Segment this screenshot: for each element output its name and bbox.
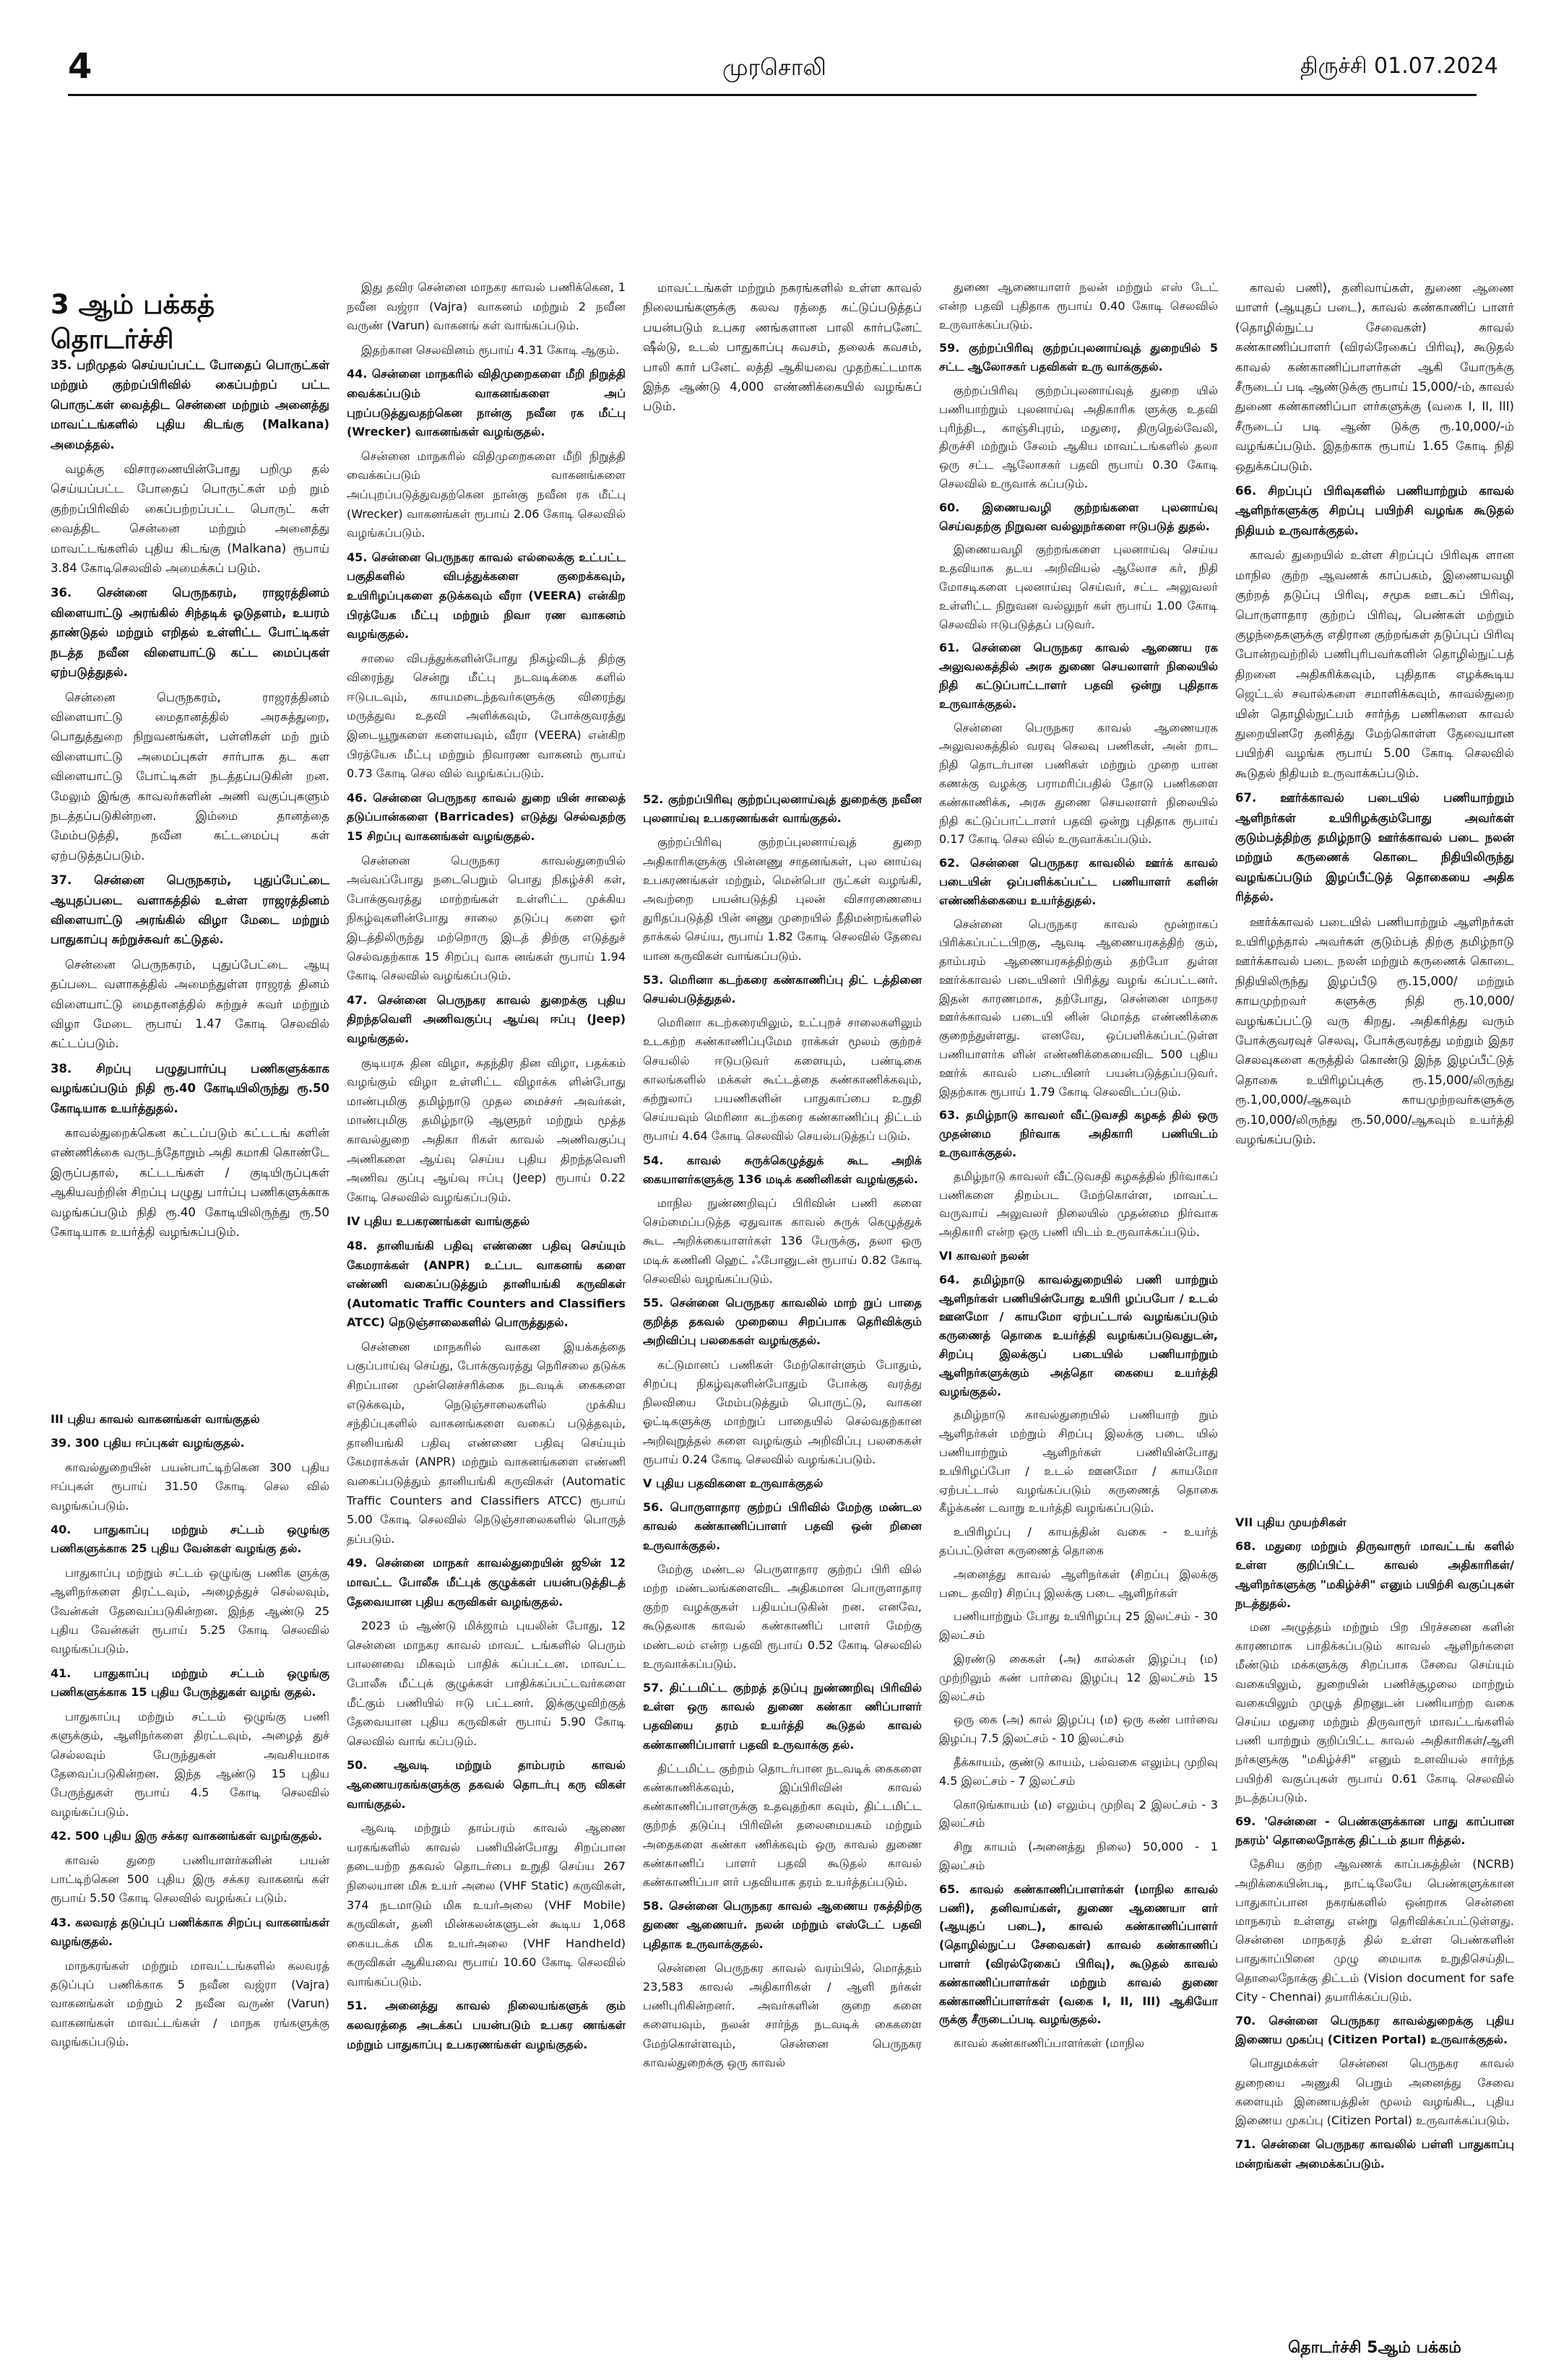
item-heading: 49. சென்னை மாநகர் காவல்துறையின் ஜூன் 12 மாவட்ட போலீசு மீட்புக் குழுக்கள் பயன்படுத்திடத் தேவையான புதிய கருவிகள் வழங்குதல். (347, 1556, 626, 1609)
paragraph: இதற்கான செலவினம் ரூபாய் 4.31 கோடி ஆகும். (361, 342, 620, 357)
item-heading: 39. 300 புதிய ஈப்புகள் வழங்குதல். (51, 1436, 245, 1450)
paragraph: அனைத்து காவல் ஆளிநர்கள் (சிறப்பு இலக்கு படை தவிர) சிறப்பு இலக்கு படை ஆளிநர்கள் (939, 1567, 1218, 1600)
paragraph: ஊர்க்காவல் படையில் பணியாற்றும் ஆளிநர்கள் உயிரிழந்தால் அவர்கள் குடும்பத் திற்கு தமிழ்நாடு ஊர்க்காவல் படை நலன் மற்றும் கருணைக் கொடை நிதியிலிருந்து இழப்பீடு ரூ.15,000/ மற்றும் காயமுற்றவர் களுக்கு நிதி ரூ.10,000/ வழங்கப்பட்டு வரு கிறது. அதிகரித்து வரும் போக்குவரவுச் செலவு, போக்குவரத்து மற்றும் இதர செலவுகளை கருத்தில் கொண்டு இந்த இழப்பீட்டுத் தொகை உயிரிழப்புக்கு ரூ.15,000/லிருந்து ரூ.1,00,000/ஆகவும் காயமுற்றவர்களுக்கு ரூ.10,000/லிருந்து ரூ.50,000/ஆகவும் உயர்த்தி வழங்கப்படும். (1235, 914, 1514, 1147)
item-heading: 67. ஊர்க்காவல் படையில் பணியாற்றும் ஆளிநர்கள் உயிரிழக்கும்போது அவர்கள் குடும்பத்திற்கு தமிழ்நாடு ஊர்க்காவல் படை நலன் மற்றும் கருணைக் கொடை நிதியிலிருந்து வழங்கப்படும் இழப்பீட்டுத் தொகையை அதிக ரித்தல். (1235, 791, 1514, 904)
item-heading: 53. மெரினா கடற்கரை கண்காணிப்பு திட் டத்தினை செயல்படுத்துதல். (643, 972, 922, 1006)
paragraph: காவல் துறை பணியாளர்களின் பயன் பாட்டிற்கென 500 புதிய இரு சக்கர வாகனங் கள் ரூபாய் 5.50 கோடி செலவில் வழங்கப் படும். (51, 1853, 329, 1905)
paragraph: மெரினா கடற்கரையிலும், உட்புறச் சாலைகளிலும் உடகற்ற கண்காணிப்புமேம ராக்கள் மூலம் குற்றச் செயலில் ஈடுபடுவர் களையும், பண்டிகை காலங்களில் மக்கள் கூட்டத்தை கண்காணிக்கவும், சுற்றுலாப் பயணிகளின் பாதுகாப்பை உறுதி செய்யவும் மெரினா கடற்கரை கண்காணிப்பு திட்டம் ரூபாய் 4.64 கோடி செலவில் செயல்படுத்தப் படும். (643, 1016, 922, 1143)
item-heading: 43. கலவரத் தடுப்புப் பணிக்காக சிறப்பு வாகனங்கள் வழங்குதல். (51, 1915, 329, 1949)
paragraph: கொடுங்காயம் (ம) எலும்பு முறிவு 2 இலட்சம் - 3 இலட்சம் (939, 1797, 1218, 1830)
item-heading: 54. காவல் சுருக்கெழுத்துக் கூட அறிக் கையாளர்களுக்கு 136 மடிக் கணினிகள் வழங்குதல். (643, 1153, 922, 1186)
item-heading: 56. பொருளாதார குற்றப் பிரிவில் மேற்கு மண்டல காவல் கண்காணிப்பாளர் பதவி ஒன் றினை உருவாக்குதல். (643, 1500, 922, 1552)
paragraph: தமிழ்நாடு காவல்துறையில் பணியாற் றும் ஆளிநர்கள் மற்றும் சிறப்பு இலக்கு படை யில் பணியாற்றும் ஆளிநர்கள் பணியின்போது உயிரிழப்போ / உடல் ஊனமோ / காயமோ ஏற்பட்டால் வழங்கப்படும் கருணைத் தொகை கீழ்க்கண் டவாறு உயர்த்தி வழங்கப்படும். (939, 1408, 1218, 1515)
item-heading: 46. சென்னை பெருநகர காவல் துறை யின் சாலைத் தடுப்பான்களை (Barricades) எடுத்து செல்வதற்கு 15 சிறப்பு வாகனங்கள் வழங்குதல். (347, 790, 626, 844)
item-heading: 55. சென்னை பெருநகர காவலில் மாற் றுப் பாதை குறித்த தகவல் முறையை சிறப்பாக தெரிவிக்கும் அறிவிப்பு பலகைகள் வழங்குதல். (643, 1296, 922, 1348)
paragraph: மன அழுத்தம் மற்றும் பிற பிரச்சனை களின் காரணமாக பாதிக்கப்படும் காவல் ஆளிநர்களை மீண்டும் மக்களுக்கு சிறப்பாக சேவை செய்யும் வகையிலும், துறையின் பணிச்சூழலை மாற்றும் வகையிலும் முழுத் திறனுடன் பணியாற்ற வகை செய்ய மதுரை மற்றும் திருவாரூர் மாவட்டங்களில் பணி யாற்றும் குறிப்பிட்ட காவல் அதிகாரிகள்/ஆளி நர்களுக்கு "மகிழ்ச்சி" எனும் உளவியல் சார்ந்த பயிற்சி வகுப்புகள் ரூபாய் 0.61 கோடி செலவில் நடத்தப்படும். (1235, 1620, 1514, 1804)
item-heading: 40. பாதுகாப்பு மற்றும் சட்டம் ஒழுங்கு பணிகளுக்காக 25 புதிய வேன்கள் வழங்கு தல். (51, 1523, 329, 1556)
item-heading: 64. தமிழ்நாடு காவல்துறையில் பணி யாற்றும் ஆளிநர்கள் பணியின்போது உயிரி ழப்பபோ / உடல் ஊனமோ / காயமோ ஏற்பட்டால் வழங்கப்படும் கருணைத் தொகை உயர்த்தி வழங்கப்படுவதுடன், சிறப்பு இலக்குப் படையில் பணியாற்றும் ஆளிநர்களுக்கும் அத்தொ கையை உயர்த்தி வழங்குதல். (939, 1272, 1218, 1398)
paragraph: தேசிய குற்ற ஆவணக் காப்பகத்தின் (NCRB) அறிக்கையின்படி, நாட்டிலேயே பெண்களுக்கான பாதுகாப்பான நகரங்களில் ஒன்றாக சென்னை மாநகரம் உள்ளது என்று தெரிவிக்கப்பட்டுள்ளது. சென்னை மாநகரத் தில் உள்ள பெண்களின் பாதுகாப்பினை முழு மையாக உறுதிசெய்திட தொலைநோக்கு திட்டம் (Vision document for safe City - Chennai) தயாரிக்கப்படும். (1235, 1857, 1514, 2004)
item-heading: 51. அனைத்து காவல் நிலையங்களுக் கும் கலவரத்தை அடக்கப் பயன்படும் உபகர ணங்கள் மற்றும் பாதுகாப்பு உபகரணங்கள் வழங்குதல். (347, 1999, 626, 2051)
paragraph: காவல் கண்காணிப்பாளர்கள் (மாநில (954, 2036, 1144, 2051)
paragraph: சென்னை பெருநகர காவல் வரம்பில், மொத்தம் 23,583 காவல் அதிகாரிகள் / ஆளி நர்கள் பணிபுரிகின்றனர். அவர்களின் குறை களை களையவும், நலன் சார்ந்த நடவடிக் கைகளை மேற்கொள்ளவும், சென்னை பெருநகர காவல்துறைக்கு ஒரு காவல் (643, 1960, 922, 2069)
paragraph: குற்றப்பிரிவு குற்றப்புலனாய்வுத் துறை அதிகாரிகளுக்கு பின்னணு சாதனங்கள், புல னாய்வு உபகரணங்கள் மற்றும், மென்பொ ருட்கள் வழங்கி, அவற்றை பயன்படுத்தி புலன் விசாரணையை துரிதப்படுத்தி பின் னணு முறையில் நீதிமன்றங்களில் தாக்கல் செய்ய, ரூபாய் 1.82 கோடி செலவில் தேவை யான கருவிகள் வாங்கப்படும். (643, 835, 922, 963)
item-heading: 58. சென்னை பெருநகர காவல் ஆணைய ரகத்திற்கு துணை ஆணையர். நலன் மற்றும் எஸ்டேட் பதவி புதிதாக உருவாக்குதல். (643, 1899, 922, 1951)
paragraph: இது தவிர சென்னை மாநகர காவல் பணிக்கென, 1 நவீன வஜ்ரா (Vajra) வாகனம் மற்றும் 2 நவீன வருண் (Varun) வாகனங் கள் வாங்கப்படும். (347, 280, 626, 333)
continued-title: 3 ஆம் பக்கத் தொடர்ச்சி (51, 289, 215, 355)
item-heading: 68. மதுரை மற்றும் திருவாரூர் மாவட்டங் களில் உள்ள குறிப்பிட்ட காவல் அதிகாரிகள்/ ஆளிநர்களுக்கு "மகிழ்ச்சி" எனும் பயிற்சி வகுப்புகள் நடத்துதல். (1235, 1539, 1514, 1610)
paragraph: சென்னை பெருநகரம், புதுப்பேட்டை ஆயு தப்படை வளாகத்தில் அமைந்துள்ள ராஜரத் தினம் விளையாட்டு மைதானத்தில் சுற்றுச் சுவர் மற்றும் விழா மேடை ரூபாய் 1.47 கோடி செலவில் கட்டப்படும். (51, 957, 329, 1051)
item-heading: 57. திட்டமிட்ட குற்றத் தடுப்பு நுண்ணறிவு பிரிவில் உள்ள ஒரு காவல் துணை கண்கா ணிப்பாளர் பதவியை தரம் உயர்த்தி கூடுதல் காவல் கண்காணிப்பாளர் பதவி உருவாக்கு தல். (643, 1680, 922, 1752)
item-heading: 60. இணையவழி குற்றங்களை புலனாய்வு செய்வதற்கு நிறுவன வல்லுநர்களை ஈடுபடுத் துதல். (939, 500, 1218, 533)
section-heading: VII புதிய முயற்சிகள் (1235, 1515, 1347, 1529)
paragraph: மாவட்டங்கள் மற்றும் நகரங்களில் உள்ள காவல் நிலையங்களுக்கு கலவ ரத்தை கட்டுப்படுத்தப் பயன்படும் உபகர ணங்களான பாலி கார்பனேட் ஷீல்டு, உடல் பாதுகாப்பு கவசம், தலைக் கவசம், பாலி கார் பனேட் லத்தி ஆகியவை முதற்கட்டமாக இந்த ஆண்டு 4,000 எண்ணிக்கையில் வழங்கப் படும். (643, 281, 922, 414)
paragraph: 2023 ம் ஆண்டு மிக்ஜாம் புயலின் போது, 12 சென்னை மாநகர காவல் மாவட் டங்களில் பெரும் பாலனவை மிகவும் பாதிக் கப்பட்டன. மாவட்ட போலீசு மீட்புக் குழுக்கள் பாதிக்கப்பட்டவர்களை மீட்கும் பணியில் ஈடு பட்டனர். இக்குழுவிற்குத் தேவையான புதிய கருவிகள் ரூபாய் 5.90 கோடி செலவில் வாங் கப்படும். (347, 1619, 626, 1748)
column-3-top (643, 278, 922, 422)
item-heading: 47. சென்னை பெருநகர காவல் துறைக்கு புதிய திறந்தவெளி அணிவகுப்பு ஆய்வு ஈப்பு (Jeep) வழங்குதல். (347, 992, 626, 1045)
item-heading: 66. சிறப்புப் பிரிவுகளில் பணியாற்றும் காவல் ஆளிநர்களுக்கு சிறப்பு பயிற்சி வழங்க கூடுதல் நிதியம் உருவாக்குதல். (1235, 484, 1514, 537)
newspaper-name: முரசொலி (722, 53, 826, 81)
item-heading: 50. ஆவடி மற்றும் தாம்பரம் காவல் ஆணையரகங்களுக்கு தகவல் தொடர்பு கரு விகள் வாங்குதல். (347, 1758, 626, 1811)
item-heading: 45. சென்னை பெருநகர காவல் எல்லைக்கு உட்பட்ட பகுதிகளில் விபத்துக்களை குறைக்கவும், உயிரிழப்புகளை தடுக்கவும் வீரா (VEERA) என்கிற பிரத்யேக மீட்பு மற்றும் நிவா ரண வாகனம் வழங்குதல். (347, 550, 626, 641)
column-5-bottom (1235, 1513, 1514, 2178)
paragraph: சாலை விபத்துக்களின்போது நிகழ்விடத் திற்கு விரைந்து சென்று மீட்பு நடவடிக்கை களில் ஈடுபடவும், காயமடைந்தவர்களுக்கு விரைந்து மருத்துவ உதவி அளிக்கவும், போக்குவரத்து இடையூறுகளை களையவும், வீரா (VEERA) என்கிற பிரத்யேக மீட்பு மற்றும் நிவாரண வாகனம் ரூபாய் 0.73 கோடி செல வில் வழங்கப்படும். (347, 651, 626, 781)
item-heading: 59. குற்றப்பிரிவு குற்றப்புலனாய்வுத் துறையில் 5 சட்ட ஆலோசகர் பதவிகள் உரு வாக்குதல். (939, 341, 1218, 374)
column-3-bottom (643, 790, 922, 2077)
paragraph: பொதுமக்கள் சென்னை பெருநகர காவல் துறையை அணுகி பெறும் அனைத்து சேவை களையும் இணையத்தின் மூலம் வழங்கிட, புதிய இணைய முகப்பு (Citizen Portal) உருவாக்கப்படும். (1235, 2056, 1514, 2128)
item-heading: 71. சென்னை பெருநகர காவலில் பள்ளி பாதுகாப்பு மன்றங்கள் அமைக்கப்படும். (1235, 2137, 1514, 2171)
item-heading: 41. பாதுகாப்பு மற்றும் சட்டம் ஒழுங்கு பணிகளுக்காக 15 புதிய பேருந்துகள் வழங் குதல். (51, 1666, 329, 1700)
paragraph: ஆவடி மற்றும் தாம்பரம் காவல் ஆணை யரகங்களில் காவல் பணியின்போது சிறப்பான தடையற்ற தகவல் தொடர்பை உறுதி செய்ய 267 நிலையான மிக உயர் அலை (VHF Static) கருவிகள், 374 நடமாடும் மிக உயர்அலை (VHF Mobile) கருவிகள், தனி மின்கலன்களுடன் கூடிய 1,068 கையடக்க மிக உயர்அலை (VHF Handheld) கருவிகள் ஆகியவை ரூபாய் 10.60 கோடி செலவில் வாங்கப்படும். (347, 1821, 626, 1989)
paragraph: பாதுகாப்பு மற்றும் சட்டம் ஒழுங்கு பணிக ளுக்கு ஆளிநர்களை திரட்டவும், அழைத்துச் செல்லவும், வேன்கள் தேவைப்படுகின்றன. இந்த ஆண்டு 25 புதிய வேன்கள் ரூபாய் 5.25 கோடி செலவில் வழங்கப்படும். (51, 1565, 329, 1656)
column-1-bottom (51, 1410, 329, 2057)
item-heading: 52. குற்றப்பிரிவு குற்றப்புலனாய்வுத் துறைக்கு நவீன புலனாய்வு உபகரணங்கள் வாங்குதல். (643, 792, 922, 826)
paragraph: சென்னை மாநகரில் விதிமுறைகளை மீறி நிறுத்தி வைக்கப்படும் வாகனங்களை அப்புறப்படுத்துவதற்கென நான்கு நவீன ரக மீட்பு (Wrecker) வாகனங்கள் ரூபாய் 2.06 கோடி செலவில் வழங்கப்படும். (347, 449, 626, 540)
paragraph: தமிழ்நாடு காவலர் வீட்டுவசதி கழகத்தில் நிர்வாகப் பணிகளை திறம்பட மேற்கொள்ள, மாவட்ட வருவாய் அலுவலர் நிலையில் முதன்மை நிர்வாக அதிகாரி என்ற ஒரு பணி யிடம் உருவாக்கப்படும். (939, 1169, 1218, 1239)
column-5-top (1235, 278, 1514, 1154)
item-heading: 69. 'சென்னை - பெண்களுக்கான பாது காப்பான நகரம்' தொலைநோக்கு திட்டம் தயா ரித்தல். (1235, 1814, 1514, 1848)
column-1-top (51, 355, 329, 1247)
paragraph: மாநகரங்கள் மற்றும் மாவட்டங்களில் கலவரத் தடுப்புப் பணிக்காக 5 நவீன வஜ்ரா (Vajra) வாகனங்கள் மற்றும் 2 நவீன வருண் (Varun) வாகனங்கள் மாவட்டங்கள் / மாநக ரங்களுக்கு வழங்கப்படும். (51, 1958, 329, 2049)
section-heading: III புதிய காவல் வாகனங்கள் வாங்குதல் (51, 1412, 260, 1426)
page-number: 4 (68, 46, 92, 87)
section-heading: VI காவலர் நலன் (939, 1249, 1029, 1263)
paragraph: திட்டமிட்ட குற்றம் தொடர்பான நடவடிக் கைகளை கண்காணிக்கவும், இப்பிரிவின் காவல் கண்காணிப்பாளருக்கு உதவுதற்கா கவும், திட்டமிட்ட குற்றத் தடுப்பு பிரிவின் தலைமையகம் மற்றும் அதைகளை கண்கா ணிக்கவும் ஒரு காவல் துணை கண்காணிப் பாளர் பதவி கூடுதல் காவல் கண்காணிப்பா ளர் பதவியாக தரம் உயர்த்தப்படும். (643, 1761, 922, 1889)
paragraph: சென்னை பெருநகர காவல் ஆணையரக அலுவலகத்தில் வரவு செலவு பணிகள், அன் றாட நிதி தொடர்பான பணிகள் மற்றும் முறை யான கணக்கு வழக்கு பராமரிப்பதில் தோடு பணிகளை கண்காணிக்க, அரசு துணை செயலாளர் நிலையில் நிதி கட்டுப்பாட்டாளர் பதவி ஒன்று புதிதாக ரூபாய் 0.17 கோடி செல வில் உருவாக்கப்படும். (939, 720, 1218, 847)
paragraph: பணியாற்றும் போது உயிரிழப்பு 25 இலட்சம் - 30 இலட்சம் (939, 1609, 1218, 1643)
paragraph: மேற்கு மண்டல பெருளாதார குற்றப் பிரி வில் மற்ற மண்டலங்களைவிட அதிகமான பொருளாதார குற்ற வழக்குகள் பதியப்படுகின் றன. எனவே, கூடுதலாக காவல் கண்காணிப் பாளர் மேற்கு மண்டலம் என்ற பதவி ரூபாய் 0.52 கோடி செலவில் உருவாக்கப்படும். (643, 1562, 922, 1671)
paragraph: துணை ஆணையாளர் நலன் மற்றும் எஸ் டேட் என்ற பதவி புதிதாக ரூபாய் 0.40 கோடி செலவில் உருவாக்கப்படும். (939, 280, 1218, 332)
item-heading: 61. சென்னை பெருநகர காவல் ஆணைய ரக அலுவலகத்தில் அரசு துணை செயலாளர் நிலையில் நிதி கட்டுப்பாட்டாளர் பதவி ஒன்று புதிதாக உருவாக்குதல். (939, 641, 1218, 711)
item-heading: 62. சென்னை பெருநகர காவலில் ஊர்க் காவல் படையின் ஒப்பளிக்கப்பட்ட பணியாளர் களின் எண்ணிக்கையை உயர்த்துதல். (939, 856, 1218, 907)
paragraph: காவல்துறைக்கென கட்டப்படும் கட்டடங் களின் எண்ணிக்கை வருடந்தோறும் அதி கமாகி கொண்டே இருப்பதால், கட்டடங்கள் / குடியிருப்புகள் ஆகியவற்றின் சிறப்பு பழுது பார்ப்பு பணிகளுக்காக வழங்கப்படும் நிதி ரூ.40 கோடியிலிருந்து ரூ.50 கோடியாக உயர்த்தி வழங்கப்படும். (51, 1126, 329, 1239)
item-heading: 37. சென்னை பெருநகரம், புதுப்பேட்டை ஆயுதப்படை வளாகத்தில் உள்ள ராஜரத்தினம் விளையாட்டு அரங்கில் விழா மேடை மற்றும் பாதுகாப்பு சுற்றுச்சுவர் கட்டுதல். (51, 873, 329, 947)
paragraph: பாதுகாப்பு மற்றும் சட்டம் ஒழுங்கு பணி களுக்கும், ஆளிநர்களை திரட்டவும், அழைத் துச் செல்லவும் பேருந்துகள் அவசியமாக தேவைப்படுகின்றன. இந்த ஆண்டு 15 புதிய பேருந்துகள் ரூபாய் 4.5 கோடி செலவில் வழங்கப்படும். (51, 1709, 329, 1819)
column-2 (347, 278, 626, 2059)
paragraph: உயிரிழப்பு / காயத்தின் வகை - உயர்த் தப்பட்டுள்ள கருணைத் தொகை (939, 1525, 1218, 1557)
item-heading: 42. 500 புதிய இரு சக்கர வாகனங்கள் வழங்குதல். (51, 1829, 323, 1843)
paragraph: கட்டுமானப் பணிகள் மேற்கொள்ளும் போதும், சிறப்பு நிகழ்வுகளின்போதும் போக்கு வரத்து நிலவியை மேம்படுத்தும் பொருட்டு, வாகன ஓட்டிகளுக்கு மாற்றுப் பாதையில் செல்வதற்கான அறிவுறுத்தல் களை வழங்கும் அறிவிப்பு பலகைகள் ரூபாய் 0.24 கோடி செலவில் வழங்கப்படும். (643, 1357, 922, 1466)
paragraph: காவல் துறையில் உள்ள சிறப்புப் பிரிவுக ளான மாநில குற்ற ஆவணக் காப்பகம், இணையவழி குற்றத் தடுப்பு பிரிவு, சமூக ஊடகப் பிரிவு, பொருளாதார குற்றப் பிரிவு, பெண்கள் மற்றும் குழந்தைகளுக்கு எதிரான குற்றங்கள் தடுப்புப் பிரிவு போன்றவற்றில் பணிபுரிபவர்களின் தொழில்நுட்பத் திறனை அதிகரிக்கவும், புதிதாக எழக்கூடிய ஜெட்டல் சவால்களை சமாளிக்கவும், காவல்துறை யின் தொழில்நுட்பம் சார்ந்த பணிகளை காவல் துறையினரே தனித்து மேற்கொள்ள தேவையான பயிற்சி வழங்க ரூபாய் 5.00 கோடி செலவில் கூடுதல் நிதியம் உருவாக்கப்படும். (1235, 548, 1514, 780)
item-heading: 63. தமிழ்நாடு காவலர் வீட்டுவசதி கழகத் தில் ஒரு முதன்மை நிர்வாக அதிகாரி பணியிடம் உருவாக்குதல். (939, 1108, 1218, 1160)
paragraph: சிறு காயம் (அனைத்து நிலை) 50,000 - 1 இலட்சம் (939, 1840, 1218, 1872)
paragraph: குற்றப்பிரிவு குற்றப்புலனாய்வுத் துறை யில் பணியாற்றும் புலனாய்வு அதிகாரிக ளுக்கு உதவி புரிந்திட, காஞ்சிபுரம், மதுரை, திருநெல்வேலி, திருச்சி மற்றும் சேலம் ஆகிய மாவட்டங்களில் தலா ஒரு சட்ட ஆலோசகர் பதவி ரூபாய் 0.30 கோடி செலவில் உருவாக் கப்படும். (939, 383, 1218, 490)
paragraph: இணையவழி குற்றங்களை புலனாய்வு செய்ய உதவியாக தடய அறிவியல் ஆலோச கர், நிதி மோசடிகளை புலனாய்வு செய்வர், சட்ட அலுவலர் உள்ளிட்ட நிறுவன வல்லுநர் கள் ரூபாய் 1.00 கோடி செலவில் ஈடுபடுத்தப் படுவர். (939, 542, 1218, 631)
paragraph: சென்னை மாநகரில் வாகன இயக்கத்தை பகுப்பாய்வு செய்து, போக்குவரத்து நெரிசலை தடுக்க சிறப்பான முன்னெச்சரிக்கை நடவடிக் கைகளை எடுக்கவும், நெடுஞ்சாலைகளில் முக்கிய சந்திப்புகளில் வாகனங்களை வகைப் படுத்தவும், தானியங்கி பதிவு எண்ணை பதிவு செய்யும் கேமராக்கள் (ANPR) மற்றும் வாகனங்களை எண்ணி வகைப்படுத்தும் தானியங்கி கருவிகள் (Automatic Traffic Counters and Classifiers ATCC) ரூபாய் 5.00 கோடி செலவில் நெடுஞ்சாலைகளில் பொருத் தப்படும். (347, 1339, 626, 1546)
item-heading: 70. சென்னை பெருநகர காவல்துறைக்கு புதிய இணைய முகப்பு (Citizen Portal) உருவாக்குதல். (1235, 2014, 1514, 2047)
paragraph: தீக்காயம், குண்டு காயம், பல்வகை எலும்பு முறிவு 4.5 இலட்சம் - 7 இலட்சம் (939, 1754, 1218, 1788)
dateline: திருச்சி 01.07.2024 (1300, 53, 1498, 79)
paragraph: சென்னை பெருநகர காவல் மூன்றாகப் பிரிக்கப்பட்டபிறகு, ஆவடி ஆணையரகத்திற் கும், தாம்பரம் ஆணையரகத்திற்கும் தற்போ துள்ள ஊர்க்காவல் படையினர் பிரித்து வழங் கப்பட்டனர். இதன் காரணமாக, தற்போது, சென்னை மாநகர ஊர்க்காவல் படையி னின் மொத்த எண்ணிக்கை குறைந்துள்ளது. எனவே, ஒப்பளிக்கப்பட்டுள்ள பணியாளர்க ளின் எண்ணிக்கையைவிட 500 புதிய ஊர்க் காவல் படையினர் பயன்படுத்தப்படுவர். இதற்காக ரூபாய் 1.79 கோடி செலவிடப்படும். (939, 917, 1218, 1099)
item-heading: 36. சென்னை பெருநகரம், ராஜரத்தினம் விளையாட்டு அரங்கில் சிந்தடிக் ஓடுதளம், உயரம் தாண்டுதல் மற்றும் எறிதல் உள்ளிட்ட போட்டிகள் நடத்த நவீன விளையாட்டு கட்ட மைப்புகள் ஏற்படுத்துதல். (51, 586, 329, 680)
item-heading: 48. தானியங்கி பதிவு எண்ணை பதிவு செய்யும் கேமராக்கள் (ANPR) உட்பட வாகனங் களை எண்ணி வகைப்படுத்தும் தானியங்கி கருவிகள் (Automatic Traffic Counters and Classifiers ATCC) நெடுஞ்சாலைகளில் பொருத்துதல். (347, 1238, 626, 1330)
paragraph: காவல்துறையின் பயன்பாட்டிற்கென 300 புதிய ஈப்புகள் ரூபாய் 31.50 கோடி செல வில் வழங்கப்படும். (51, 1460, 329, 1513)
paragraph: காவல் பணி), தனிவாய்கள், துணை ஆணை யாளர் (ஆயுதப் படை), காவல் கண்காணிப் பாளர் (தொழில்நுட்ப சேவைகள்) காவல் கண்காணிப்பாளர் (விரல்ரேகைப் பிரிவு), கூடுதல் காவல் கண்காணிப்பாளர்கள் ஆகி யோருக்கு சீருடைப் படி ஆண்டுக்கு ரூபாய் 15,000/-ம், காவல் துணை கண்காணிப்பா ளர்களுக்கு (வகை I, II, III) சீருடைப் படி ஆண் டுக்கு ரூ.10,000/-ம் வழங்கப்படும். இதற்காக ரூபாய் 1.65 கோடி நிதி ஒதுக்கப்படும். (1235, 281, 1514, 473)
paragraph: சென்னை பெருநகர காவல்துறையில் அவ்வப்போது நடைபெறும் பொது நிகழ்ச்சி கள், போக்குவரத்து மாற்றங்கள் உள்ளிட்ட முக்கிய நிகழ்வுகளின்போது சாலை தடுப்பு களை ஓர் இடத்திலிருந்து மற்றொரு இடத் திற்கு எடுத்துச் செல்வதற்காக 15 சிறப்பு வாக னங்கள் ரூபாய் 1.94 கோடி செலவில் வழங்கப்படும். (347, 853, 626, 983)
item-heading: 38. சிறப்பு பழுதுபார்ப்பு பணிகளுக்காக வழங்கப்படும் நிதி ரூ.40 கோடியிலிருந்து ரூ.50 கோடியாக உயர்த்துதல். (51, 1061, 329, 1115)
item-heading: 44. சென்னை மாநகரில் விதிமுறைகளை மீறி நிறுத்தி வைக்கப்படும் வாகனங்களை அப் புறப்படுத்துவதற்கென நான்கு நவீன ரக மீட்பு (Wrecker) வாகனங்கள் வழங்குதல். (347, 367, 626, 439)
paragraph: மாநில நுண்ணறிவுப் பிரிவின் பணி களை செம்மைப்படுத்த ஏதுவாக காவல் சுருக் கெழுத்துக் கூட அறிக்கையாளர்கள் 136 பேருக்கு, தலா ஒரு மடிக் கணினி ஹெட் ஃபோனுடன் ரூபாய் 0.82 கோடி செலவில் வழங்கப்படும். (643, 1196, 922, 1286)
item-heading: 65. காவல் கண்காணிப்பாளர்கள் (மாநில காவல் பணி), தனிவாய்கள், துணை ஆணையா ளர் (ஆயுதப் படை), காவல் கண்காணிப்பாளர் (தொழில்நுட்ப சேவைகள்) காவல் கண்காணிப் பாளர் (விரல்ரேகைப் பிரிவு), கூடுதல் காவல் கண்காணிப்பாளர்கள் மற்றும் காவல் துணை கண்காணிப்பாளர்கள் (வகை I, II, III) ஆகியோ ருக்கு சீருடைப்படி வழங்குதல். (939, 1882, 1218, 2027)
paragraph: சென்னை பெருநகரம், ராஜரத்தினம் விளையாட்டு மைதானத்தில் அரசுத்துறை, பொதுத்துறை நிறுவனங்கள், பள்ளிகள் மற் றும் விளையாட்டு அமைப்புகள் சார்பாக தட கள விளையாட்டு போட்டிகள் நடத்தப்படுகின் றன. மேலும் இங்கு காவலர்களின் அணி வகுப்புகளும் நடத்தப்படுகின்றன. இம்மை தானத்தை மேம்படுத்தி, நவீன கட்டமைப்பு கள் ஏற்படுத்தப்படும். (51, 690, 329, 862)
column-4 (939, 278, 1218, 2058)
continued-note: தொடர்ச்சி 5ஆம் பக்கம் (1288, 2339, 1461, 2357)
section-heading: IV புதிய உபகரணங்கள் வாங்குதல் (347, 1214, 530, 1229)
item-heading: 35. பறிமுதல் செய்யப்பட்ட போதைப் பொருட்கள் மற்றும் குற்றப்பிரிவில் கைப்பற்றப் பட்ட பொருட்கள் வைத்திட சென்னை மற்றும் அனைத்து மாவட்டங்களில் புதிய கிடங்கு (Malkana) அமைத்தல். (51, 358, 329, 451)
paragraph: இரண்டு கைகள் (அ) கால்கள் இழப்பு (ம) முற்றிலும் கண் பார்வை இழப்பு 12 இலட்சம் 15 இலட்சம் (939, 1651, 1218, 1703)
paragraph: குடியரசு தின விழா, சுதந்திர தின விழா, பதக்கம் வழங்கும் விழா உள்ளிட்ட விழாக்க ளின்போது மாண்புமிகு தமிழ்நாடு முதல மைச்சர் அவர்கள், மாண்புமிகு தமிழ்நாடு ஆளுநர் மற்றும் மூத்த காவல்துறை அதிகா ரிகள் காவல் அணிவகுப்பு அணிகளை ஆய்வு செய்ய புதிய திறந்தவெளி அணிவ குப்பு ஆய்வு ஈப்பு (Jeep) ரூபாய் 0.22 கோடி செலவில் வழங்கப்படும். (347, 1055, 626, 1204)
paragraph: வழக்கு விசாரணையின்போது பறிமு தல் செய்யப்பட்ட போதைப் பொருட்கள் மற் றும் குற்றப்பிரிவில் கைப்பற்றப்பட்ட பொருட் கள் வைத்திட சென்னை மற்றும் அனைத்து மாவட்டங்களில் புதிய கிடங்கு (Malkana) ரூபாய் 3.84 கோடிசெலவில் அமைக்கப் படும். (51, 462, 329, 576)
header-rule (68, 94, 1477, 96)
section-heading: V புதிய பதவிகளை உருவாக்குதல் (643, 1476, 824, 1490)
paragraph: ஒரு கை (அ) கால் இழப்பு (ம) ஒரு கண் பார்வை இழப்பு 7.5 இலட்சம் - 10 இலட்சம் (939, 1713, 1218, 1746)
